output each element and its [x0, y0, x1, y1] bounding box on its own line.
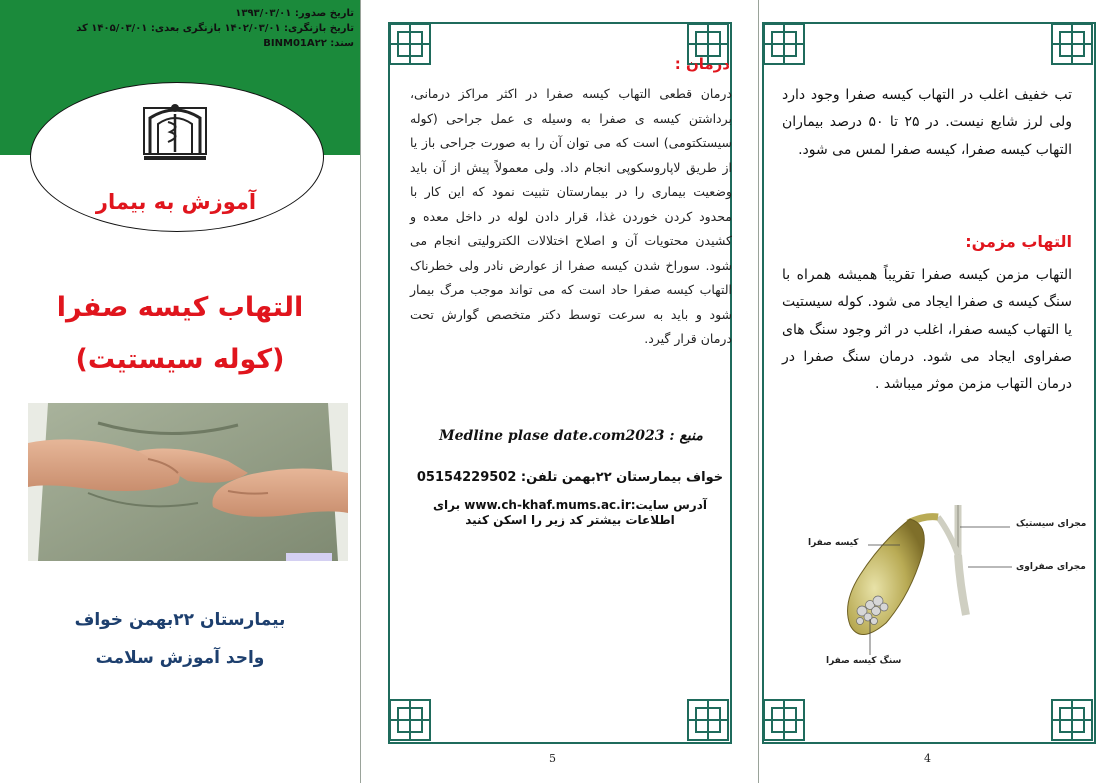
- corner-ornament-icon: [762, 698, 806, 742]
- bile-duct-label: مجرای صفراوی: [1016, 562, 1086, 572]
- fold-line: [360, 0, 361, 783]
- cover-panel: [0, 0, 360, 783]
- page-number: 5: [549, 752, 556, 765]
- chronic-text: التهاب مزمن کیسه صفرا تقریباً همیشه همراه با سنگ کیسه ی صفرا ایجاد می شود. کوله سیستیت یا التهاب کیسه صفرا، اغلب در اثر وجود سنگ های صفراوی ایجاد می شود. درمان سنگ صفرا در درمان التهاب مزمن موثر میباشد .: [782, 267, 1072, 393]
- patient-education-label: آموزش به بیمار: [95, 190, 257, 214]
- meta-issue-date: تاریخ صدور: ۱۳۹۳/۰۳/۰۱: [235, 8, 354, 19]
- corner-ornament-icon: [388, 698, 432, 742]
- brochure-subtitle: (کوله سیستیت): [75, 344, 285, 375]
- university-logo: [138, 98, 212, 168]
- health-education-unit: واحد آموزش سلامت: [95, 648, 265, 668]
- meta-doc-code: سند: BINM01A۲۲: [263, 38, 354, 49]
- gallstone-label: سنگ کیسه صفرا: [826, 656, 902, 666]
- corner-ornament-icon: [686, 698, 730, 742]
- corner-ornament-icon: [1050, 22, 1094, 66]
- hospital-name: بیمارستان ۲۲بهمن خواف: [74, 610, 286, 630]
- document-meta: [76, 6, 354, 51]
- corner-ornament-icon: [762, 22, 806, 66]
- contact-phone: خواف بیمارستان ۲۲بهمن تلفن: 05154229502: [416, 470, 724, 485]
- qr-instruction: اطلاعات بیشتر کد زیر را اسکن کنید: [465, 513, 675, 527]
- abdominal-pain-photo: [28, 403, 348, 561]
- brochure-title: التهاب کیسه صفرا: [56, 292, 304, 323]
- chronic-heading: التهاب مزمن:: [965, 232, 1072, 251]
- gallbladder-label: کیسه صفرا: [808, 538, 859, 548]
- corner-ornament-icon: [388, 22, 432, 66]
- meta-revision: تاریخ بازنگری: ۱۴۰۲/۰۳/۰۱ بازنگری بعدی: ۱۴۰۵/۰۳/۰۱ کد: [76, 23, 354, 34]
- gallbladder-diagram: [790, 505, 1080, 680]
- source-citation: منبع : Medline plase date.com2023: [439, 428, 703, 444]
- treatment-text: درمان قطعی التهاب کیسه صفرا در اکثر مراکز درمانی، برداشتن کیسه ی صفرا به وسیله ی عمل جراحی (کوله سیستکتومی) است که می توان آن را به صورت جراحی باز یا از طریق لاپاروسکوپی انجام داد. ولی معمولاً پیش از آن باید وضعیت بیماری را در بیمارستان تثبیت نمود که این کار با محدود کردن خوردن غذا، قرار دادن لوله در داخل معده و کشیدن محتویات آن و اصلاح اختلالات الکترولیتی انجام می شود. سوراخ شدن کیسه صفرا از عوارض نادر ولی خطرناک التهاب کیسه صفرا حاد است که می تواند موجب مرگ بیمار شود و باید به سرعت توسط دکتر متخصص گوارش تحت درمان قرار گیرد.: [410, 86, 732, 346]
- corner-ornament-icon: [1050, 698, 1094, 742]
- fever-text: تب خفیف اغلب در التهاب کیسه صفرا وجود دارد ولی لرز شایع نیست. در ۲۵ تا ۵۰ درصد بیماران التهاب کیسه صفرا، کیسه صفرا لمس می شود.: [782, 87, 1073, 158]
- cystic-duct-label: مجرای سیستیک: [1016, 519, 1087, 529]
- fold-line: [758, 0, 759, 783]
- treatment-heading: درمان :: [674, 55, 730, 73]
- contact-website: آدرس سایت:www.ch-khaf.mums.ac.ir برای: [433, 498, 707, 512]
- page-number: 4: [924, 752, 931, 765]
